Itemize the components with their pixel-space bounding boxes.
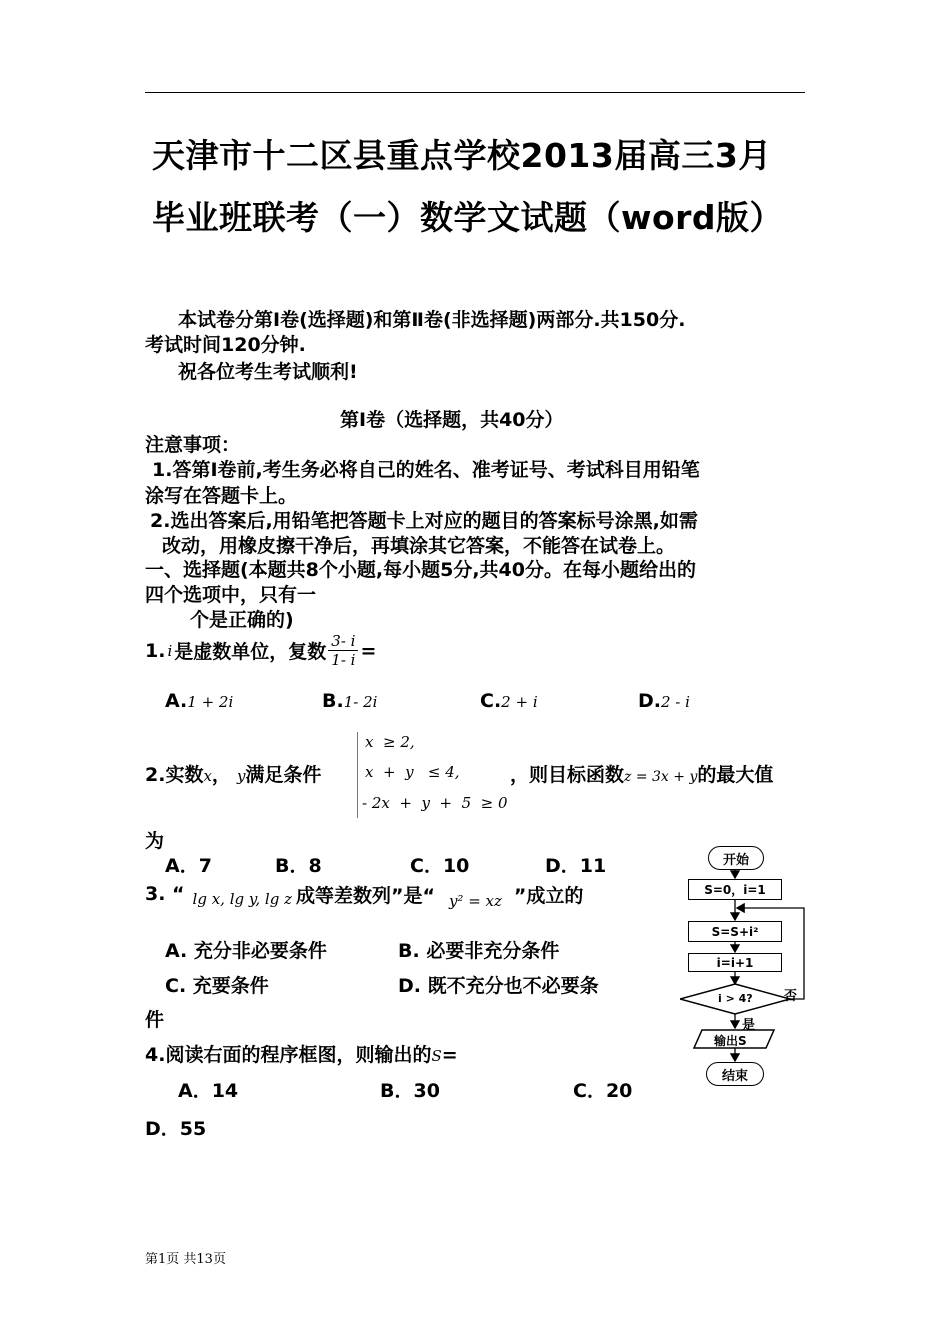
q2-wrap: 为 [145,830,165,852]
part-line1: 一、选择题(本题共8个小题,每小题5分,共40分。在每小题给出的 [145,559,697,581]
q2-mid-text: ，则目标函数 [510,764,625,786]
q2-option-b: B．8 [275,855,322,877]
q2-tail: 的最大值 [697,764,774,786]
q2-option-d: D．11 [545,855,607,877]
q2-var-y: y [236,767,246,785]
q3-wrap: 件 [145,1009,165,1031]
intro-line1: 本试卷分第Ⅰ卷(选择题)和第Ⅱ卷(非选择题)两部分.共150分. [178,309,686,331]
question-2-left [145,760,321,787]
q2-option-c: C．10 [410,855,470,877]
flowchart-no-label: 否 [784,989,798,1004]
flowchart-start: 开始 [708,846,764,870]
q3-option-b: B. 必要非充分条件 [398,940,560,962]
flowchart-update-s: S=S+i² [688,921,782,942]
q4-option-c: C．20 [573,1080,633,1102]
page-title-line2: 毕业班联考（一）数学文试题（word版） [152,198,784,237]
q4-equals: = [441,1044,458,1066]
question-4 [145,1040,458,1067]
flowchart-output: 输出S [714,1034,747,1048]
header-rule [145,92,805,93]
q2-constraint-1: x ≥ 2, [365,733,415,751]
q1-var-i: i [167,641,173,660]
q4-option-a: A．14 [178,1080,239,1102]
q1-option-c-label: C. [480,690,502,712]
q3-option-a: A. 充分非必要条件 [165,940,327,962]
notice2-line2: 改动，用橡皮擦干净后，再填涂其它答案，不能答在试卷上。 [162,535,676,557]
q1-denominator: 1- i [331,651,356,669]
intro-line2: 考试时间120分钟. [145,334,306,356]
q2-objective: z = 3x + y [624,769,698,785]
q1-option-b-label: B. [322,690,344,712]
section-heading: 第Ⅰ卷（选择题，共40分） [340,409,564,431]
q1-option-d-label: D. [638,690,661,712]
flowchart-cond: i > 4? [718,992,753,1005]
q2-prefix: 2.实数 [145,764,204,786]
q1-option-d [638,690,690,712]
q1-fraction [328,632,358,669]
q2-var-x: x [203,767,212,785]
q1-option-b-value: 1- 2i [343,693,378,711]
q3-expr2: y² = xz [448,892,502,910]
question-2-right [510,760,773,787]
q4-var-s: S [431,1047,442,1065]
q3-option-d: D. 既不充分也不必要条 [398,975,599,997]
question-1 [145,632,376,669]
notice1-line1: 1.答第Ⅰ卷前,考生务必将自己的姓名、准考证号、考试科目用铅笔 [152,459,700,481]
flowchart-end: 结束 [706,1062,764,1086]
q3-prefix: 3. “ [145,883,185,905]
flowchart-update-i: i=i+1 [688,953,782,972]
q3-expr1: lg x, lg y, lg z [192,890,292,908]
q1-option-a-value: 1 + 2i [187,693,234,711]
part-line2: 四个选项中，只有一 [145,584,317,606]
q1-option-b [322,690,377,712]
q2-comma: ， [211,764,231,786]
q4-option-b: B．30 [380,1080,440,1102]
q2-constraint-3: - 2x + y + 5 ≥ 0 [362,794,508,812]
question-3 [145,878,583,910]
q1-option-c [480,690,538,712]
q1-text: 是虚数单位，复数 [174,641,327,663]
q1-numerator: 3- i [328,632,358,651]
page-footer: 第1页 共13页 [145,1252,226,1267]
flowchart [680,842,810,1090]
q1-option-d-value: 2 - i [661,693,690,711]
notice1-line2: 涂写在答题卡上。 [145,485,298,507]
page-title-line1: 天津市十二区县重点学校2013届高三3月 [152,136,772,175]
q1-option-a-label: A. [165,690,188,712]
q2-cond-text: 满足条件 [245,764,322,786]
q3-tail: ”成立的 [513,884,584,907]
notice2-line1: 2.选出答案后,用铅笔把答题卡上对应的题目的答案标号涂黑,如需 [150,510,698,532]
flowchart-yes-label: 是 [742,1018,756,1033]
q2-option-a: A．7 [165,855,212,877]
q4-prefix: 4.阅读右面的程序框图，则输出的 [145,1044,432,1066]
intro-line3: 祝各位考生考试顺利! [178,361,358,383]
q1-equals: = [360,639,377,662]
q2-constraint-2: x + y ≤ 4, [365,763,460,781]
q3-option-c: C. 充要条件 [165,975,269,997]
notice-title: 注意事项： [145,434,241,456]
q4-option-d: D．55 [145,1118,207,1140]
q1-option-c-value: 2 + i [501,693,538,711]
q1-number: 1. [145,639,166,662]
flowchart-init: S=0，i=1 [688,879,782,900]
part-line3: 个是正确的) [190,609,294,631]
q3-mid: 成等差数列”是“ [295,884,435,907]
q1-option-a [165,690,233,712]
